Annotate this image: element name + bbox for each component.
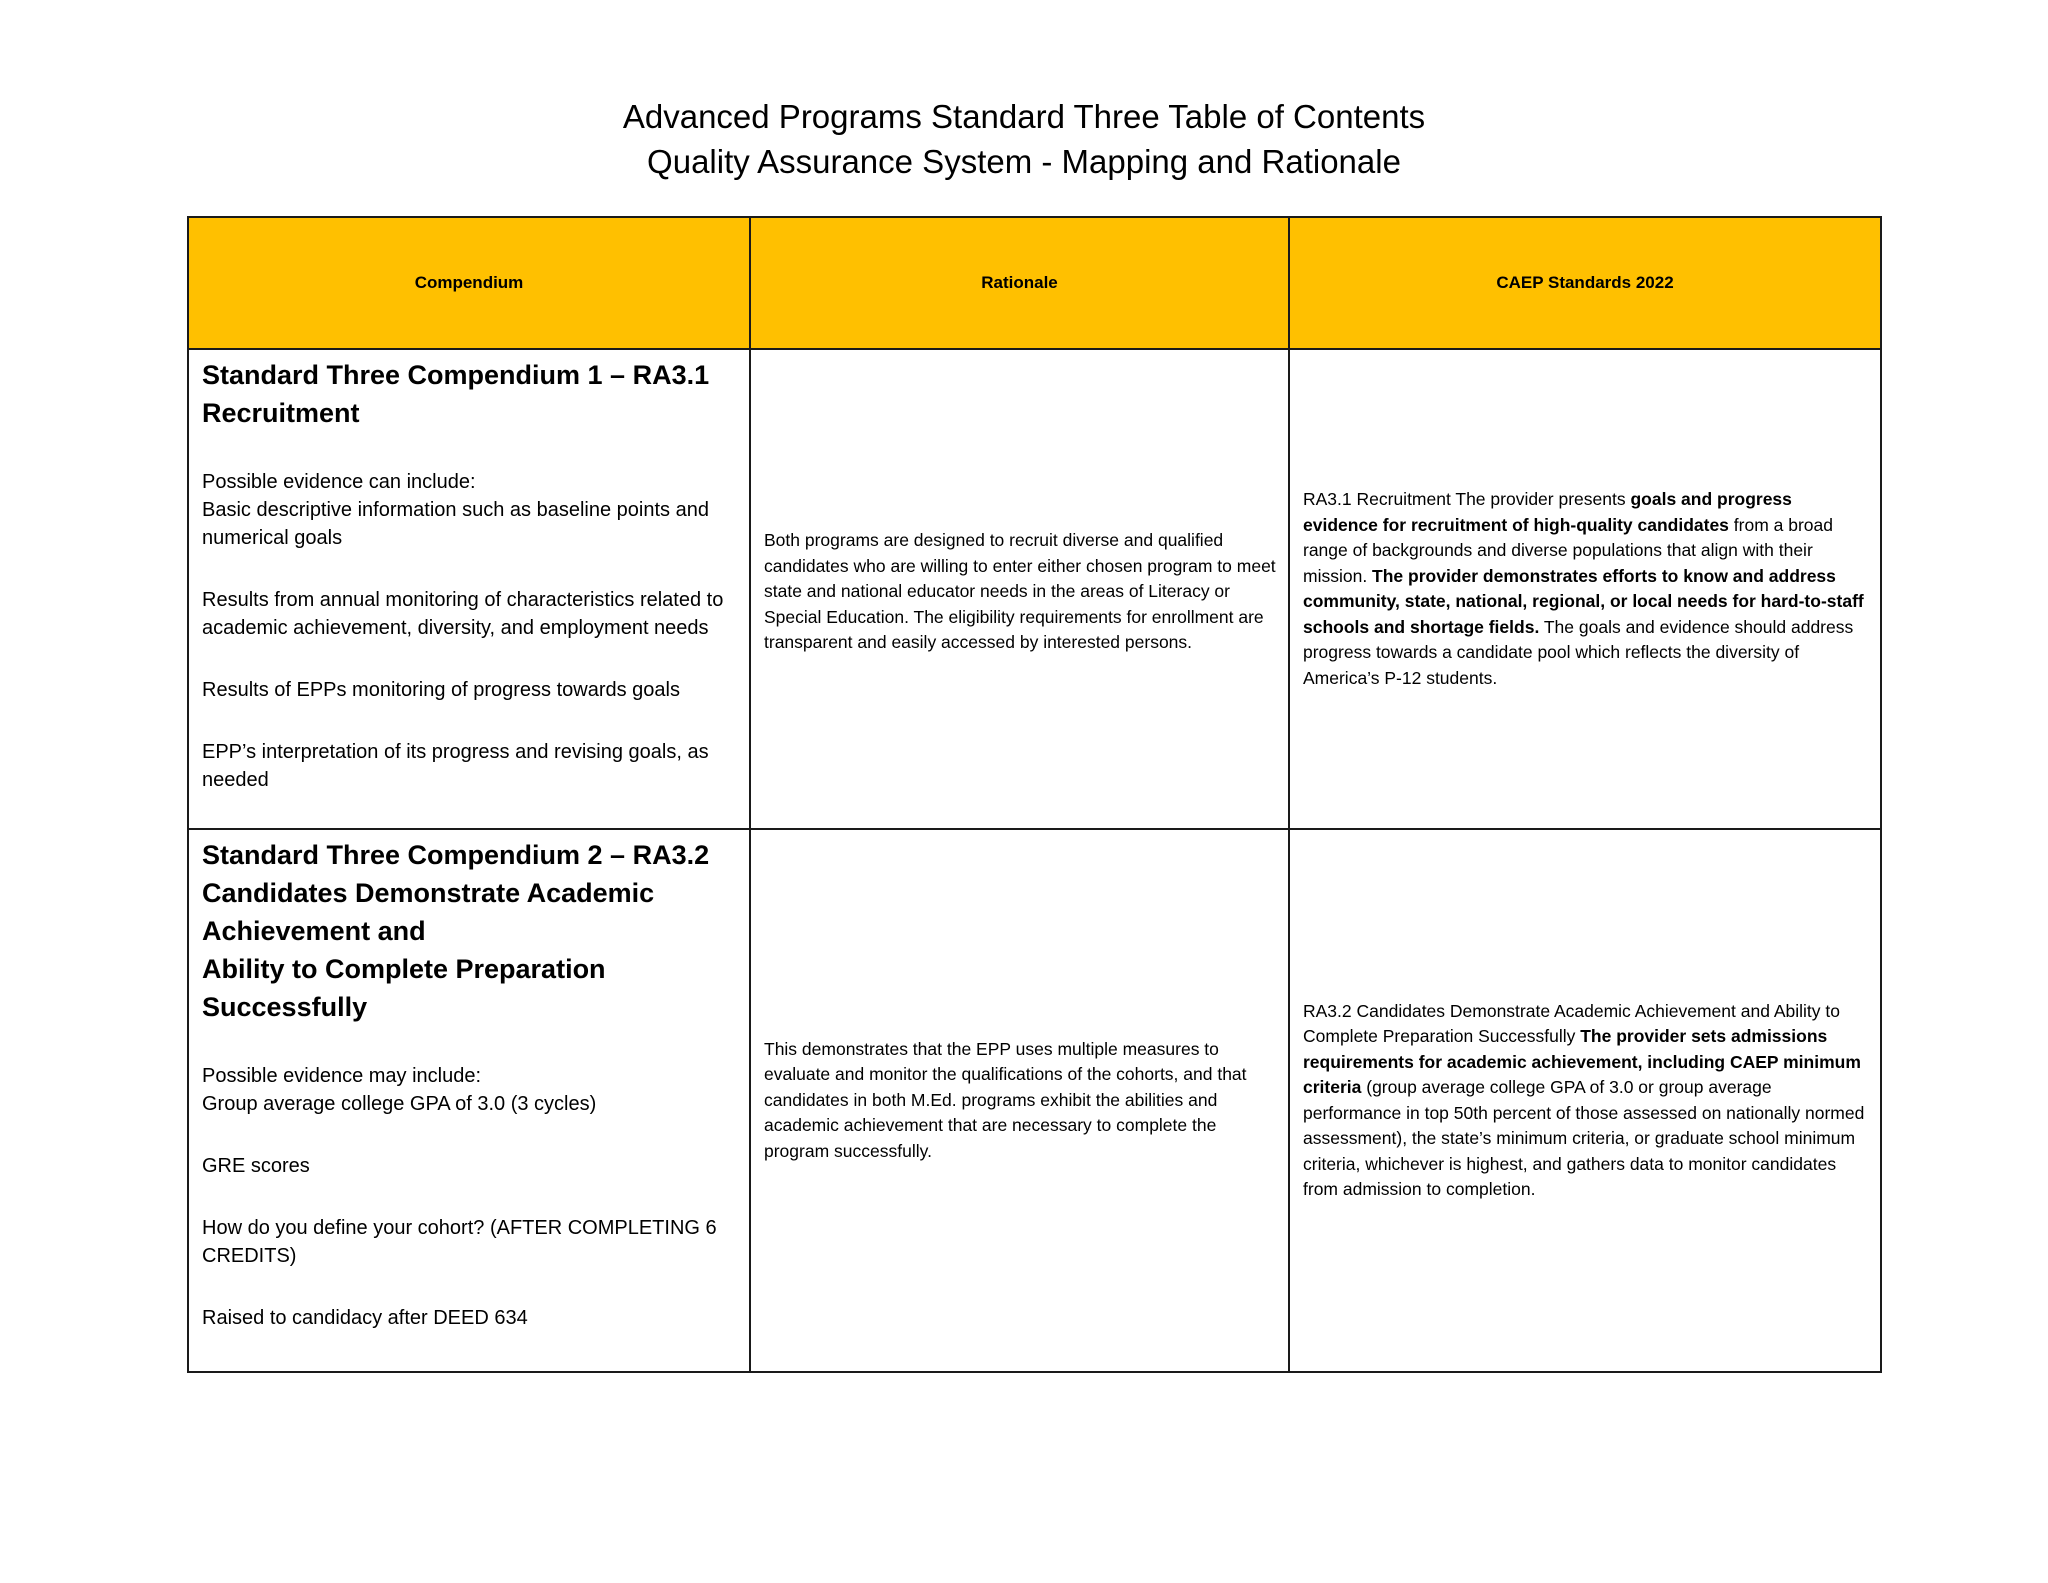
table-header <box>188 217 1881 349</box>
column-header-rationale: Rationale <box>750 217 1289 349</box>
evidence-item: Results of EPPs monitoring of progress towards goals <box>202 679 680 701</box>
table-row <box>188 829 1881 1372</box>
evidence-item: Raised to candidacy after DEED 634 <box>202 1307 528 1329</box>
title-line-1: Advanced Programs Standard Three Table of Contents <box>622 98 1426 135</box>
evidence-item: How do you define your cohort? (AFTER COMPLETING 6 CREDITS) <box>202 1217 717 1267</box>
evidence-item: Group average college GPA of 3.0 (3 cycles) <box>202 1093 597 1115</box>
caep-standard-text: RA3.2 Candidates Demonstrate Academic Achievement and Ability to Complete Preparation Successfully The provider sets admissions requirements for academic achievement, including CAEP minimum criteria (group average college GPA of 3.0 or group average performance in top 50th percent of those assessed on nationally normed assessment), the state’s minimum criteria, or graduate school minimum criteria, whichever is highest, and gathers data to monitor candidates from admission to completion. <box>1303 1000 1865 1199</box>
caep-standard-cell <box>1289 349 1881 829</box>
mapping-table <box>187 216 1882 1373</box>
evidence-item: EPP’s interpretation of its progress and revising goals, as needed <box>202 741 709 791</box>
caep-standard-cell <box>1289 829 1881 1372</box>
compendium-cell <box>188 829 750 1372</box>
title-line-2: Quality Assurance System - Mapping and Rationale <box>647 143 1401 180</box>
evidence-item: GRE scores <box>202 1155 310 1177</box>
rationale-text: This demonstrates that the EPP uses multiple measures to evaluate and monitor the qualifications of the cohorts, and that candidates in both M.Ed. programs exhibit the abilities and academic achievement that are necessary to complete the program successfully. <box>764 1038 1247 1161</box>
column-header-caep-standards: CAEP Standards 2022 <box>1289 217 1881 349</box>
evidence-list <box>202 468 737 794</box>
caep-standard-text: RA3.1 Recruitment The provider presents goals and progress evidence for recruitment of high-quality candidates from a broad range of backgrounds and diverse populations that align with their mission. The provider demonstrates efforts to know and address community, state, national, regional, or local needs for hard-to-staff schools and shortage fields. The goals and evidence should address progress towards a candidate pool which reflects the diversity of America’s P-12 students. <box>1303 489 1864 688</box>
compendium-heading: Standard Three Compendium 1 – RA3.1 Recruitment <box>202 360 710 428</box>
evidence-item: Results from annual monitoring of characteristics related to academic achievement, diversity, and employment needs <box>202 589 724 639</box>
compendium-heading: Standard Three Compendium 2 – RA3.2 Candidates Demonstrate Academic Achievement and Ability to Complete Preparation Successfully <box>202 840 710 1022</box>
evidence-list <box>202 1062 737 1332</box>
compendium-cell <box>188 349 750 829</box>
evidence-intro: Possible evidence may include: <box>202 1065 482 1087</box>
rationale-cell <box>750 349 1289 829</box>
evidence-intro: Possible evidence can include: <box>202 471 476 493</box>
document-title <box>0 94 2048 184</box>
table-row <box>188 349 1881 829</box>
column-header-compendium: Compendium <box>188 217 750 349</box>
rationale-text: Both programs are designed to recruit diverse and qualified candidates who are willing to enter either chosen program to meet state and national educator needs in the areas of Literacy or Special Education. The eligibility requirements for enrollment are transparent and easily accessed by interested persons. <box>764 530 1276 653</box>
evidence-item: Basic descriptive information such as baseline points and numerical goals <box>202 499 709 549</box>
rationale-cell <box>750 829 1289 1372</box>
